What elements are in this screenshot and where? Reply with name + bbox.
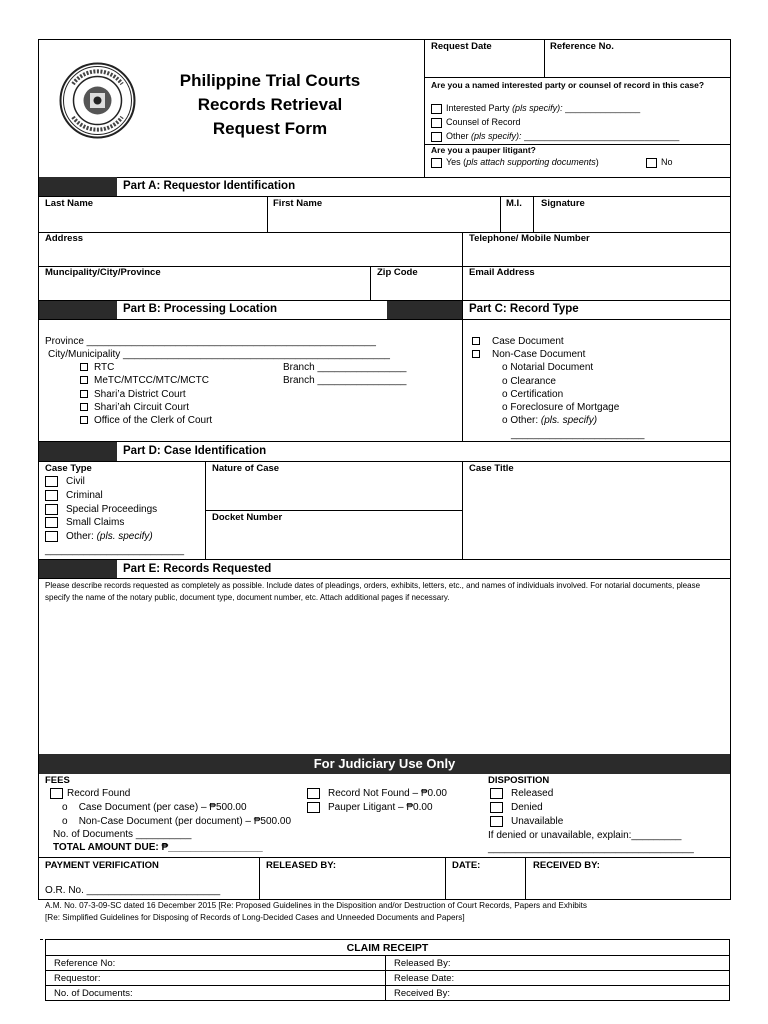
records-instructions: Please describe records requested as completely as possible. Include dates of pleadings, orders, exhibits, letters, etc., and names of individuals involved. For notarial documents, please specify the name of the notary public, document type, document number, etc. Attach additional pages if necessary. bbox=[45, 581, 701, 603]
claim-receipt-title: CLAIM RECEIPT bbox=[46, 940, 730, 956]
divider bbox=[38, 232, 731, 233]
released-option[interactable]: Released bbox=[490, 788, 553, 799]
case-type-label: Case Type bbox=[45, 463, 92, 474]
rtc-checkbox[interactable] bbox=[80, 363, 88, 371]
other-party-checkbox[interactable] bbox=[431, 132, 442, 142]
sharia-district-option[interactable]: Shari’a District Court bbox=[80, 389, 186, 400]
part-e-bar bbox=[39, 560, 117, 579]
receipt-reference[interactable]: Reference No: bbox=[46, 956, 386, 971]
not-found-option[interactable]: Record Not Found – ₱0.00 bbox=[307, 788, 447, 799]
notarial-option[interactable]: o Notarial Document bbox=[502, 362, 594, 373]
no-docs-field[interactable]: No. of Documents __________ bbox=[53, 829, 192, 840]
address-label: Address bbox=[45, 233, 84, 244]
rtc-option[interactable]: RTC bbox=[80, 362, 114, 373]
special-checkbox[interactable] bbox=[45, 504, 58, 515]
ref-divider bbox=[544, 39, 545, 78]
criminal-checkbox[interactable] bbox=[45, 490, 58, 501]
record-other-line[interactable]: ________________________ bbox=[511, 429, 645, 440]
named-party-question: Are you a named interested party or counsel of record in this case? bbox=[431, 80, 705, 90]
part-a-bar-bottom bbox=[38, 196, 731, 197]
telephone-label: Telephone/ Mobile Number bbox=[469, 233, 590, 244]
branch-field-1[interactable]: Branch ________________ bbox=[283, 362, 407, 373]
sharia-circuit-checkbox[interactable] bbox=[80, 403, 88, 411]
interested-party-checkbox[interactable] bbox=[431, 104, 442, 114]
nature-label: Nature of Case bbox=[212, 463, 280, 474]
counsel-option[interactable]: Counsel of Record bbox=[431, 117, 521, 128]
record-found-checkbox[interactable] bbox=[50, 788, 63, 799]
pauper-question: Are you a pauper litigant? bbox=[431, 145, 536, 155]
request-date-label: Request Date bbox=[431, 41, 492, 52]
case-title-label: Case Title bbox=[469, 463, 514, 474]
non-case-document-checkbox[interactable] bbox=[472, 350, 480, 358]
divider bbox=[38, 857, 731, 858]
municipality-label: Muncipality/City/Province bbox=[45, 267, 161, 278]
divider bbox=[533, 196, 534, 233]
reference-no-label: Reference No. bbox=[550, 41, 614, 52]
part-d-bar bbox=[39, 442, 117, 461]
clearance-option[interactable]: o Clearance bbox=[502, 376, 556, 387]
divider bbox=[38, 319, 731, 320]
divider bbox=[38, 300, 731, 301]
pauper-yes-option[interactable]: Yes (pls attach supporting documents) bbox=[431, 157, 599, 168]
metc-checkbox[interactable] bbox=[80, 376, 88, 384]
part-e-heading: Part E: Records Requested bbox=[123, 563, 272, 575]
record-other-option[interactable]: o Other: (pls. specify) bbox=[502, 415, 598, 426]
email-label: Email Address bbox=[469, 267, 535, 278]
pauper-fee-checkbox[interactable] bbox=[307, 802, 320, 813]
part-c-heading: Part C: Record Type bbox=[469, 303, 579, 315]
payment-label: PAYMENT VERIFICATION bbox=[45, 860, 159, 871]
divider bbox=[38, 461, 731, 462]
part-b-bar-right bbox=[387, 300, 463, 319]
case-other-checkbox[interactable] bbox=[45, 531, 58, 542]
small-claims-option[interactable]: Small Claims bbox=[45, 517, 124, 528]
case-doc-fee: o Case Document (per case) – ₱500.00 bbox=[62, 802, 247, 813]
unavailable-checkbox[interactable] bbox=[490, 816, 503, 827]
footer-line2: [Re: Simplified Guidelines for Disposing of Records of Long-Decided Cases and Unneeded Documents and Papers] bbox=[45, 913, 465, 922]
case-other-line[interactable]: _________________________ bbox=[45, 545, 185, 556]
docket-label: Docket Number bbox=[212, 512, 283, 523]
sharia-district-checkbox[interactable] bbox=[80, 390, 88, 398]
not-found-checkbox[interactable] bbox=[307, 788, 320, 799]
last-name-label: Last Name bbox=[45, 198, 94, 209]
unavailable-option[interactable]: Unavailable bbox=[490, 816, 563, 827]
denied-checkbox[interactable] bbox=[490, 802, 503, 813]
form-title-line1: Philippine Trial Courts bbox=[179, 71, 361, 90]
divider bbox=[445, 857, 446, 900]
part-b-heading: Part B: Processing Location bbox=[123, 303, 278, 315]
civil-option[interactable]: Civil bbox=[45, 476, 85, 487]
non-case-fee: o Non-Case Document (per document) – ₱500.00 bbox=[62, 816, 292, 827]
denied-option[interactable]: Denied bbox=[490, 802, 543, 813]
fees-label: FEES bbox=[45, 775, 70, 786]
clerk-checkbox[interactable] bbox=[80, 416, 88, 424]
form-title-line3: Request Form bbox=[212, 119, 328, 138]
city-field[interactable]: City/Municipality ________________________________________________ bbox=[48, 349, 390, 360]
date-label: DATE: bbox=[452, 860, 481, 871]
form-title-line2: Records Retrieval bbox=[197, 95, 343, 114]
signature-label: Signature bbox=[541, 198, 585, 209]
disposition-label: DISPOSITION bbox=[488, 775, 550, 786]
metc-option[interactable]: MeTC/MTCC/MTC/MCTC bbox=[80, 375, 209, 386]
small-claims-checkbox[interactable] bbox=[45, 517, 58, 528]
divider bbox=[205, 510, 463, 511]
special-option[interactable]: Special Proceedings bbox=[45, 504, 157, 515]
part-b-bar-left bbox=[39, 300, 117, 319]
non-case-document-option[interactable]: Non-Case Document bbox=[472, 349, 585, 360]
divider bbox=[525, 857, 526, 900]
pauper-no-checkbox[interactable] bbox=[646, 158, 657, 168]
receipt-requestor[interactable]: Requestor: bbox=[46, 971, 386, 986]
judiciary-heading: For Judiciary Use Only bbox=[313, 756, 456, 771]
clerk-option[interactable]: Office of the Clerk of Court bbox=[80, 415, 212, 426]
explain-field[interactable]: If denied or unavailable, explain:_________ bbox=[488, 830, 682, 841]
certification-option[interactable]: o Certification bbox=[502, 389, 564, 400]
receipt-received-by[interactable]: Received By: bbox=[386, 986, 730, 1001]
part-a-bar-left bbox=[39, 177, 117, 196]
case-other-option[interactable]: Other: (pls. specify) bbox=[45, 531, 153, 542]
header-divider bbox=[424, 39, 425, 178]
branch-field-2[interactable]: Branch ________________ bbox=[283, 375, 407, 386]
criminal-option[interactable]: Criminal bbox=[45, 490, 103, 501]
record-found-option[interactable]: Record Found bbox=[50, 788, 130, 799]
mi-label: M.I. bbox=[506, 198, 522, 209]
interested-party-option[interactable]: Interested Party (pls specify): _______________ bbox=[431, 103, 640, 114]
divider bbox=[38, 578, 731, 579]
ref-bottom bbox=[424, 77, 731, 78]
counsel-checkbox[interactable] bbox=[431, 118, 442, 128]
case-document-checkbox[interactable] bbox=[472, 337, 480, 345]
first-name-label: First Name bbox=[273, 198, 323, 209]
civil-checkbox[interactable] bbox=[45, 476, 58, 487]
province-field[interactable]: Province ____________________________________________________ bbox=[45, 336, 376, 347]
released-checkbox[interactable] bbox=[490, 788, 503, 799]
claim-receipt bbox=[45, 939, 730, 1001]
supreme-court-seal bbox=[59, 62, 136, 139]
pauper-fee-option[interactable]: Pauper Litigant – ₱0.00 bbox=[307, 802, 433, 813]
part-a-heading: Part A: Requestor Identification bbox=[123, 180, 296, 192]
part-d-heading: Part D: Case Identification bbox=[123, 445, 267, 457]
pauper-no-option[interactable]: No bbox=[646, 157, 673, 168]
divider bbox=[267, 196, 268, 233]
divider bbox=[500, 196, 501, 233]
receipt-released-by[interactable]: Released By: bbox=[386, 956, 730, 971]
pauper-yes-checkbox[interactable] bbox=[431, 158, 442, 168]
footer-line1: A.M. No. 07-3-09-SC dated 16 December 2015 [Re: Proposed Guidelines in the Disposition and/or Destruction of Court Records, Papers and Exhibits bbox=[45, 901, 588, 910]
released-by-label: RELEASED BY: bbox=[266, 860, 337, 871]
or-no-field[interactable]: O.R. No. ________________________ bbox=[45, 885, 221, 896]
other-party-option[interactable]: Other (pls specify): _______________________________ bbox=[431, 131, 679, 142]
zip-label: Zip Code bbox=[377, 267, 418, 278]
total-due-field[interactable]: TOTAL AMOUNT DUE: ₱_________________ bbox=[53, 842, 263, 853]
divider bbox=[259, 857, 260, 900]
receipt-release-date[interactable]: Release Date: bbox=[386, 971, 730, 986]
case-document-option[interactable]: Case Document bbox=[472, 336, 564, 347]
foreclosure-option[interactable]: o Foreclosure of Mortgage bbox=[502, 402, 620, 413]
explain-line[interactable]: _____________________________________ bbox=[488, 843, 694, 854]
divider bbox=[462, 300, 463, 442]
divider bbox=[370, 266, 371, 301]
received-by-label: RECEIVED BY: bbox=[533, 860, 600, 871]
receipt-documents[interactable]: No. of Documents: bbox=[46, 986, 386, 1001]
divider bbox=[462, 461, 463, 560]
records-description-area[interactable] bbox=[39, 618, 730, 754]
sharia-circuit-option[interactable]: Shari’ah Circuit Court bbox=[80, 402, 189, 413]
